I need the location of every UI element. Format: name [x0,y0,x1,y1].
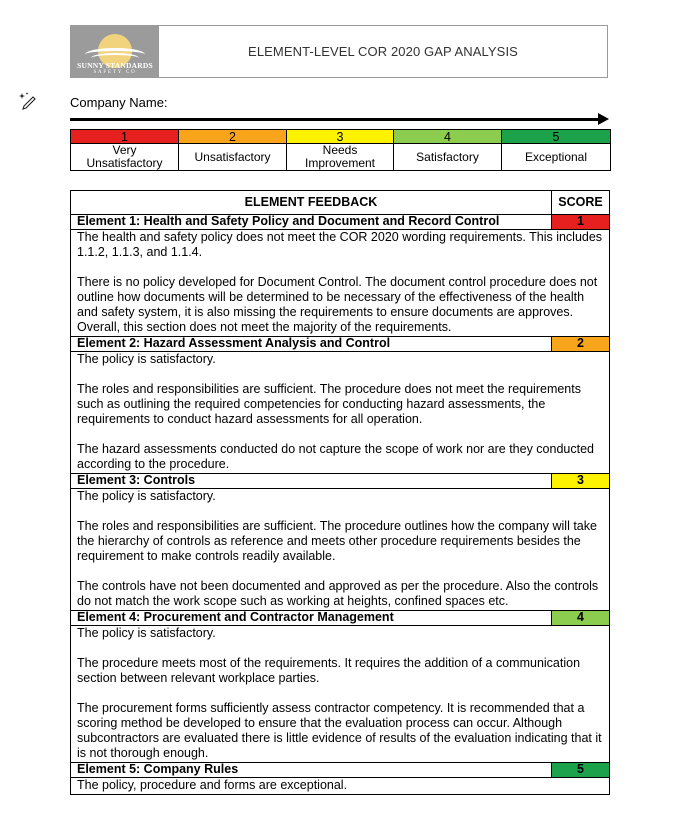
scale-num-5: 5 [502,130,611,144]
element-2-paragraph-3: The hazard assessments conducted do not capture the scope of work nor are they conducted according to the procedure. [77,442,594,471]
scale-label-3-line1: Needs [322,143,358,157]
element-feedback-header: ELEMENT FEEDBACK [71,191,552,215]
score-header: SCORE [552,191,610,215]
element-3-paragraph-3: The controls have not been documented and approved as per the procedure. Also the controls do not match the work scope such as working at heights, confined spaces etc. [77,579,599,608]
element-1-feedback [71,230,610,337]
rating-scale-table [70,129,611,171]
element-3-title: Element 3: Controls [71,474,552,489]
element-4-feedback [71,626,610,763]
element-3-paragraph-2: The roles and responsibilities are sufficient. The procedure outlines how the company will take the hierarchy of controls as reference and meets other procedure requirements besides the requirement to make controls readily available. [77,519,597,563]
element-2-title: Element 2: Hazard Assessment Analysis and Control [71,337,552,352]
company-logo [71,26,159,77]
element-5-score: 5 [552,763,610,778]
scale-num-2: 2 [179,130,287,144]
scale-label-5-line1: Exceptional [524,149,588,164]
element-1-title: Element 1: Health and Safety Policy and Document and Record Control [71,215,552,230]
ai-pen-icon[interactable] [18,90,38,110]
logo-subtitle: SAFETY CO [93,70,137,75]
element-feedback-table [70,190,610,795]
scale-label-2-line1: Unsatisfactory [194,149,271,164]
scale-num-1: 1 [71,130,179,144]
element-5-feedback [71,778,610,795]
scale-arrow-head-icon [598,113,609,125]
scale-label-5 [502,144,611,171]
element-1-score: 1 [552,215,610,230]
scale-label-3-line2: Improvement [304,156,376,170]
company-name-label: Company Name: [70,95,168,110]
scale-arrow-line [70,118,600,121]
scale-label-4-line1: Satisfactory [416,149,479,164]
element-1-paragraph-1: The health and safety policy does not meet the COR 2020 wording requirements. This includes 1.1.2, 1.1.3, and 1.1.4. [77,230,603,259]
scale-label-1-line1: Very [112,143,137,157]
element-3-feedback [71,489,610,611]
scale-label-2 [179,144,287,171]
element-1-paragraph-2: There is no policy developed for Document Control. The document control procedure does not outline how documents will be determined to be necessary of the effectiveness of the health and safety system, it is also missing the requirements to ensure documents are approves. Overall, this section does not meet the majority of the requirements. [77,275,598,334]
scale-num-4: 4 [394,130,502,144]
document-header [70,25,608,78]
element-2-feedback [71,352,610,474]
element-4-title: Element 4: Procurement and Contractor Management [71,611,552,626]
element-5-paragraph-1: The policy, procedure and forms are exceptional. [77,778,348,792]
element-4-score: 4 [552,611,610,626]
element-4-paragraph-1: The policy is satisfactory. [77,626,216,640]
element-4-paragraph-3: The procurement forms sufficiently assess contractor competency. It is recommended that a scoring method be developed to ensure that the evaluation process can occur. Although subcontractors are evaluated there is little evidence of results of the evaluation indicating that it is not thorough enough. [77,701,602,760]
element-2-paragraph-2: The roles and responsibilities are sufficient. The procedure does not meet the requirements such as outlining the required competencies for conducting hazard assessments, the requirements to conduct hazard assessments for all operation. [77,382,581,426]
document-title: ELEMENT-LEVEL COR 2020 GAP ANALYSIS [248,44,518,59]
element-2-score: 2 [552,337,610,352]
element-3-score: 3 [552,474,610,489]
scale-num-3: 3 [287,130,394,144]
element-2-paragraph-1: The policy is satisfactory. [77,352,216,366]
element-3-paragraph-1: The policy is satisfactory. [77,489,216,503]
scale-label-4 [394,144,502,171]
element-5-title: Element 5: Company Rules [71,763,552,778]
element-4-paragraph-2: The procedure meets most of the requirements. It requires the addition of a communication section between relevant workplace parties. [77,656,581,685]
scale-label-3 [287,144,394,171]
scale-label-1 [71,144,179,171]
logo-name: SUNNY STANDARDS [77,61,153,70]
scale-label-1-line2: Unsatisfactory [86,156,163,170]
